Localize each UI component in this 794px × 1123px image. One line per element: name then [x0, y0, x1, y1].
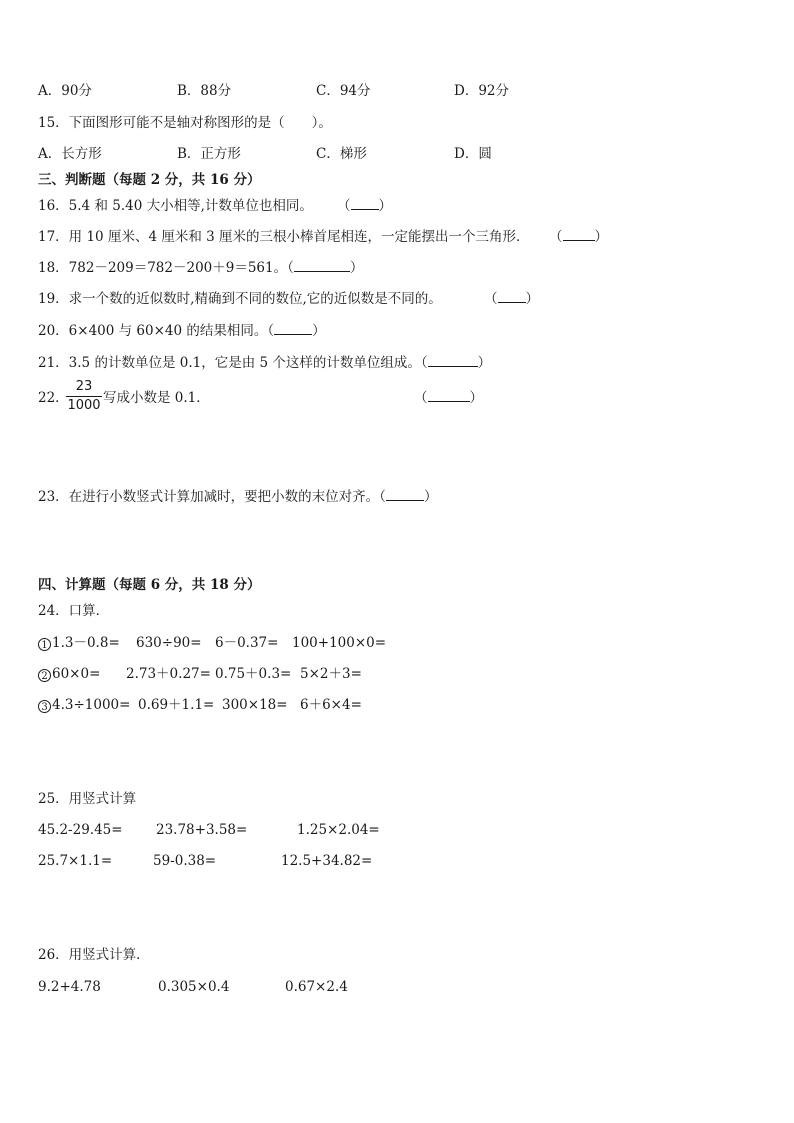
q14-option-b: B．88分 [177, 83, 232, 99]
q24-1-item-4: 100+100×0= [292, 635, 387, 651]
q24-3-item-3: 300×18= [222, 697, 288, 713]
q15-option-a: A．长方形 [38, 146, 102, 162]
q20-answer-blank[interactable] [274, 322, 312, 335]
q24-row-2: 2 60×0= 2.73＋0.27= 0.75＋0.3= 5×2＋3= [38, 665, 458, 683]
q24-1-item-3: 6－0.37= [215, 635, 279, 651]
q20-text: 20．6×400 与 60×40 的结果相同。（ ） [38, 323, 326, 339]
q17-answer-blank[interactable] [563, 228, 595, 241]
q18-answer-blank[interactable] [294, 259, 350, 272]
q22-fraction-bar [66, 396, 102, 397]
q22-fraction [66, 379, 102, 414]
q15-option-b: B．正方形 [177, 146, 241, 162]
q24-row-1: 1 1.3－0.8= 630÷90= 6－0.37= 100+100×0= [38, 634, 458, 652]
q23-text: 23．在进行小数竖式计算加减时，要把小数的末位对齐。（ ） [38, 489, 438, 505]
q22-answer-paren: （ ） [414, 390, 483, 406]
q23-answer-blank[interactable] [386, 488, 424, 501]
q24-row-3: 3 4.3÷1000= 0.69＋1.1= 300×18= 6＋6×4= [38, 696, 458, 714]
q25-2-item-1: 25.7×1.1= [38, 853, 113, 869]
circled-number-3-icon: 3 [38, 700, 51, 713]
q24-2-item-2: 2.73＋0.27= [126, 666, 211, 682]
q19-answer-blank[interactable] [498, 290, 526, 303]
q16-text: 16．5.4 和 5.40 大小相等,计数单位也相同。 [38, 198, 313, 214]
q24-stem: 24．口算． [38, 603, 110, 619]
q26-row [38, 978, 458, 996]
q15-stem: 15．下面图形可能不是轴对称图形的是（ ）。 [38, 115, 332, 131]
q22-answer-blank[interactable] [428, 389, 470, 402]
q25-1-item-1: 45.2-29.45= [38, 822, 123, 838]
q25-stem: 25．用竖式计算 [38, 791, 137, 807]
q22-text: 写成小数是 0.1． [103, 390, 210, 406]
q14-option-d: D．92分 [454, 83, 510, 99]
q26-item-2: 0.305×0.4 [158, 979, 230, 995]
q17-text: 17．用 10 厘米、4 厘米和 3 厘米的三根小棒首尾相连，一定能摆出一个三角形． [38, 229, 530, 245]
section-4-title: 四、计算题（每题 6 分，共 18 分） [38, 577, 261, 593]
q21-answer-blank[interactable] [428, 354, 478, 367]
q26-item-1: 9.2+4.78 [38, 979, 101, 995]
q15-option-c: C．梯形 [316, 146, 367, 162]
q24-2-item-4: 5×2＋3= [300, 666, 362, 682]
q19-answer-paren: （ ） [484, 291, 539, 307]
q25-row-2 [38, 852, 458, 870]
q26-stem: 26．用竖式计算． [38, 947, 150, 963]
q25-1-item-2: 23.78+3.58= [156, 822, 248, 838]
q14-option-a: A．90分 [38, 83, 92, 99]
q22-number: 22． [38, 390, 69, 406]
q15-option-d: D．圆 [454, 146, 492, 162]
q22-fraction-numerator: 23 [75, 379, 93, 394]
q16-answer-blank[interactable] [351, 197, 379, 210]
q25-2-item-3: 12.5+34.82= [281, 853, 373, 869]
section-3-title: 三、判断题（每题 2 分，共 16 分） [38, 172, 261, 188]
q17-answer-paren: （ ） [549, 229, 608, 245]
q24-1-item-2: 630÷90= [136, 635, 202, 651]
q22-fraction-denominator: 1000 [67, 398, 101, 413]
circled-number-1-icon: 1 [38, 638, 51, 651]
q25-row-1 [38, 821, 458, 839]
q24-3-item-4: 6＋6×4= [300, 697, 362, 713]
q26-item-3: 0.67×2.4 [285, 979, 348, 995]
circled-number-2-icon: 2 [38, 669, 51, 682]
q19-text: 19．求一个数的近似数时,精确到不同的数位,它的近似数是不同的。 [38, 291, 442, 307]
q16-answer-paren: （ ） [337, 198, 392, 214]
q14-option-c: C．94分 [316, 83, 371, 99]
q18-text: 18．782－209＝782－200＋9＝561。（ ） [38, 260, 364, 276]
q21-text: 21．3.5 的计数单位是 0.1，它是由 5 个这样的计数单位组成。（ ） [38, 355, 492, 371]
q25-1-item-3: 1.25×2.04= [297, 822, 380, 838]
q24-2-item-3: 0.75＋0.3= [215, 666, 292, 682]
q25-2-item-2: 59-0.38= [153, 853, 217, 869]
q24-3-item-2: 0.69＋1.1= [138, 697, 215, 713]
